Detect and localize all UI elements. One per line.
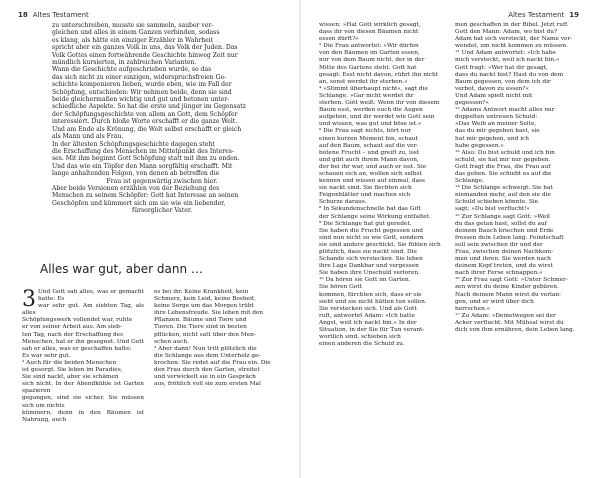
text-line: dich von ihm ernähren, dein Leben lang. (455, 327, 575, 334)
text-line: dass ihr von diesen Bäumen nicht (319, 29, 419, 36)
text-line: sah er alles, was er geschaffen hatte: (22, 345, 132, 352)
text-line: Schurze daraus. (319, 199, 367, 206)
prose-line: zu unterschreiben, musste sie sammeln, sauber ver- (52, 22, 214, 29)
prose-line: als Mann und als Frau. (52, 133, 124, 141)
text-line: schen auch. (154, 338, 189, 345)
text-line: dass du nackt bist? Hast du von dem (455, 71, 564, 78)
right-column-1 (319, 22, 445, 468)
left-columns (22, 289, 276, 469)
text-line: Schlange. (455, 178, 484, 185)
text-line: ³ Aber dann! Nun tritt plötzlich die (154, 345, 257, 352)
text-line: Schmerz, kein Leid, keine Bosheit, (154, 296, 257, 303)
text-line: herrschen.« (455, 305, 491, 312)
text-line: und wissen, was gut und böse ist.« (319, 121, 422, 128)
text-line: ist gesorgt. Sie leben im Paradies, (22, 367, 123, 374)
left-page-number: 18 (18, 11, 28, 19)
right-columns (319, 22, 581, 468)
text-line: Sie haben ihre Unschuld verloren. (319, 270, 420, 277)
text-line: ruft, antwortet Adam: »Ich hatte (319, 312, 415, 319)
left-column-1 (22, 289, 144, 469)
text-line: sagt: »Du bist verflucht!« (455, 206, 531, 213)
prose-line: schichte komponieren lieben, wurde eben, wie im Fall der (52, 81, 232, 89)
section-heading: Alles war gut, aber dann … (40, 262, 203, 276)
left-running-title: Altes Testament (32, 11, 89, 19)
prose-line: In der ältesten Schöpfungsgeschichte dagegen steht (52, 140, 215, 148)
text-line: du das getan hast, sollst du auf (455, 220, 547, 227)
text-line: Und Adam spielt nicht mit (455, 92, 533, 99)
text-line: habe gegessen.« (455, 142, 504, 149)
text-line: ¹⁴ Die Schlange schweigt. Sie hat (455, 185, 553, 192)
text-line: ⁹ Die Schlange hat gut geredet. (319, 220, 412, 227)
text-line: soll sein zwischen dir und der (455, 241, 543, 248)
text-line: ihre Lebensfreude. Sie leben mit den (154, 310, 264, 317)
text-line: Schuld schieben könnte. Sie (455, 199, 539, 206)
text-line: men geschaffen in der Bibel. Jetzt ruft (455, 22, 568, 28)
text-line: den Frau durch den Garten, streitet (154, 367, 260, 374)
text-line: Angst, weil ich nackt bin.« In der (319, 319, 417, 326)
text-line: Sie sind nackt, aber sie schämen (22, 374, 119, 381)
text-line: sie sind andere geschickt. Sie fühlen sich (319, 241, 441, 248)
text-line: men und ihren. Sie werden nach (455, 256, 551, 263)
left-column-2 (154, 289, 276, 469)
text-line: es bei ihr. Keine Krankheit, kein (154, 289, 249, 295)
text-line: kommen, fürchten sich, dass er sie (319, 291, 422, 298)
text-line: »Das Weib an meiner Seite, (455, 121, 537, 128)
text-line: deinem Kopf treten, und du wirst (455, 263, 553, 270)
text-line: kennen und wissen auf einmal, dass (319, 178, 426, 185)
text-line: fressen dein Leben lang. Feindschaft (455, 234, 564, 241)
prose-line: Volk Gottes einen fortwährende Geschichte hinweg Zeit nur (52, 51, 238, 59)
text-line: ⁸ In Sekundenschnelle hat das Gift (319, 206, 421, 213)
text-line: kümmern, denn in den Bäumen ist Nahrung, auch (22, 409, 144, 423)
text-line: wendet, um nicht kommen zu müssen. (455, 43, 568, 50)
text-line: Gott den Mann: Adam, wo bist du? (455, 29, 558, 36)
prose-line: Geschöpfen und kümmert sich um sie wie ein liebender, (52, 199, 226, 207)
right-running-title: Altes Testament (508, 11, 565, 19)
text-line: aus, fröhlich voll sie zum ersten Mal (154, 381, 261, 388)
text-line: sie nackt sind. Sie flechten sich (319, 185, 412, 192)
text-line: verbot, davon zu essen?« (455, 85, 530, 92)
text-line: ¹² Adams Antwort macht alles nur (455, 107, 555, 114)
prose-line: Und am Ende als Krönung, die Welt selbst erschafft er gleich (52, 125, 242, 133)
text-line: niemanden mehr, auf den sie die (455, 192, 551, 199)
text-line: Feigenblätter und machen sich (319, 192, 411, 199)
text-line: aufgehen, und ihr werdet wie Gott sein (319, 114, 435, 121)
text-line: war sehr gut. Am siebten Tag, als alles (22, 303, 144, 317)
text-line: Und Gott sah alles, was er gemacht hatte: Es (38, 289, 144, 303)
text-line: und gibt auch ihrem Mann davon, (319, 156, 419, 163)
prose-line: gleichen und alles in einem Ganzen verbinden, sodass (52, 29, 220, 37)
text-line: einen kurzen Moment hin, schaut (319, 135, 418, 142)
prose-line: lange anhaltenden Folgen, von denen ab betreffen die (52, 170, 220, 178)
right-running-head (508, 11, 579, 19)
text-line: krochen. Sie redet auf die Frau ein. Die (154, 359, 271, 366)
prose-line: spricht aber ein ganzes Volk in uns, das Volk der Juden. Das (52, 44, 238, 52)
text-line: ¹⁰ Da hören sie Gott im Garten. (319, 277, 411, 284)
text-line: plötzlich, dass sie nackt sind. Die (319, 249, 417, 255)
prose-line: der Schöpfungsgeschichte von allem an Gott, dem Schöpfer (52, 110, 238, 118)
text-line: ¹⁶ Zur Frau sagt Gott: »Unter Schmer- (455, 277, 568, 284)
text-line: wissen: »Hat Gott wirklich gesagt, (319, 22, 421, 28)
prose-line: mündlich kursierten, in zahlreichen Varianten. (52, 59, 197, 67)
prose-line: die Erschaffung des Menschen im Mittelpunkt des Interes- (52, 147, 234, 155)
text-line: keine Sorge um das Morgen trübt (154, 303, 254, 310)
text-line: einen anderen die Schuld zu. (319, 341, 405, 348)
left-running-head (18, 11, 89, 19)
text-line: nur von dem Baum nicht, der in der (319, 57, 425, 64)
text-line: Schande sich verstecken. Sie leben (319, 256, 423, 263)
prose-line: Wann die Geschichte aufgeschrieben wurde, so das (52, 66, 212, 74)
text-line: ¹⁷ Zu Adam: »Deinetwegen sei der (455, 312, 556, 319)
text-line: er von seiner Arbeit aus. Am sieb- (22, 324, 122, 331)
text-line: ² Die Frau antwortet: »Wir dürfen (319, 43, 419, 50)
right-page-number: 19 (569, 11, 579, 19)
text-line: sterben. Gott weiß: Wenn ihr von diesem (319, 100, 440, 107)
text-line: Frau, zwischen deinen Nachkom- (455, 249, 554, 255)
text-line: Schöpfungswerk vollendet war, ruhte (22, 317, 133, 324)
prose-line: beide gleichermaßen wichtig und gut und betonen unter- (52, 96, 230, 104)
text-line: Sie haben die Frucht gegessen und (319, 227, 423, 234)
prose-line: Frau ist gegenwärtig zwischen hier. (106, 177, 218, 185)
text-line: nach ihrer Ferse schnappen.« (455, 270, 543, 277)
text-line: das geben. Sie schiebt es auf die (455, 170, 552, 177)
prose-line: Und das wie ein Töpfer den Mann sorgfältig erschafft. Mit (52, 162, 233, 170)
text-line: gesagt: Esst nicht davon, rührt ihn nicht (319, 71, 439, 78)
text-line: ² Auch für die beiden Menschen (22, 359, 117, 366)
text-line: ten Tag, nach der Erschaffung des (22, 331, 124, 338)
prose-line: Schöpfung, entschieden: Wir nehmen beide, denn sie sind (52, 88, 232, 96)
prose-line: fürsorglicher Vater. (131, 207, 193, 215)
text-line: auf den Baum, schaut auf die ver- (319, 142, 419, 149)
prose-line: Aber beide Versionen erzählen von der Beziehung des (52, 184, 220, 192)
text-line: Schlange. »Gar nicht werdet ihr (319, 92, 414, 99)
left-page (0, 0, 299, 478)
text-line: schuld, sie hat mir nur gegeben. (455, 156, 551, 163)
prose-line: ses. Mit ihm beginnt Gott Schöpfung statt mit ihm zu enden. (52, 155, 240, 163)
text-line: Adam hat sich versteckt, der Name ver- (455, 36, 573, 43)
text-line: Pflanzen. Bäume und Tiere und (154, 317, 247, 324)
text-line: mich versteckt, weil ich nackt bin.« (455, 57, 560, 64)
right-page (301, 0, 600, 478)
text-line: Mitte des Gartens steht. Gott hat (319, 64, 417, 71)
text-line: die Schlange aus dem Unterholz ge- (154, 352, 261, 359)
drop-cap: 3 (22, 289, 36, 312)
prose-line: es klang, als hätte ein einziger Erzähler in Wahrheit (52, 36, 214, 44)
text-line: Situation, in der Sie für Tun verant- (319, 327, 425, 334)
text-line: Sie verstecken sich. Und als Gott (319, 305, 417, 312)
text-line: das du mir gegeben hast, sie (455, 128, 540, 135)
text-line: gen, und er wird über dich (455, 298, 534, 305)
text-line: Es war sehr gut. (22, 352, 71, 359)
text-line: sich nicht. In der Abendkühle ist Garten spazieren (22, 381, 144, 395)
text-line: pflücken, nicht satt über den Men- (154, 331, 256, 338)
text-line: Gott fragt: »Wer hat dir gesagt, (455, 64, 548, 71)
text-line: gegessen?« (455, 100, 490, 107)
text-line: ihre Lage Dankbar und vergessen (319, 263, 419, 270)
prose-line: das sich nicht zu einer einzigen, widerspruchsfreien Ge- (52, 73, 227, 81)
text-line: schauen sich an, wollen sich selbst (319, 170, 422, 177)
text-line: ⁴ »Stimmt überhaupt nicht«, sagt die (319, 85, 428, 92)
text-line: und verwickelt sie in ein Gespräch (154, 374, 256, 381)
text-line: von den Bäumen im Garten essen, (319, 50, 420, 57)
text-line: essen dürft?« (319, 36, 359, 43)
text-line: ⁶ Die Frau sagt nichts, hört nur (319, 128, 412, 135)
text-line: Sie hören Gott (319, 284, 362, 291)
text-line: Menschen, hat er ihn gesegnet. Und Gott (22, 338, 144, 345)
text-line: gegangen, sind sie sicher. Sie müssen sich um nichts (22, 395, 144, 409)
text-line: hat mir gegeben, und ich (455, 135, 530, 142)
text-line: sind nun nicht so wie Gott, sondern (319, 234, 424, 241)
text-line: Gott fragt die Frau, die Frau auf (455, 163, 551, 170)
text-line: ¹⁵ Zur Schlange sagt Gott: »Weil (455, 213, 550, 220)
text-line: ¹³ Also: Du bist schuld und ich bin (455, 149, 555, 156)
text-line: deinem Bauch kriechen und Erde (455, 227, 554, 234)
prose-line: interessiert. Durch bloße Worte erschafft er die ganze Welt. (52, 118, 238, 126)
text-line: Tieren. Die Tiere sind in besten (154, 324, 247, 331)
text-line: zen wirst du deine Kinder gebären. (455, 284, 559, 291)
text-line: der Schlange seine Wirkung entfaltet. (319, 213, 431, 220)
prose-line: Menschen zu seinem Schöpfer: Gott hat Interesse an seinen (52, 192, 239, 200)
intro-prose (52, 22, 272, 215)
text-line: Acker verflucht. Mit Mühsal wirst du (455, 319, 564, 326)
text-line: Baum gegessen, von dem ich dir (455, 78, 551, 85)
text-line: ¹¹ Und Adam antwortet: »Ich habe (455, 50, 556, 57)
text-line: an, sonst werdet ihr sterben.« (319, 78, 408, 85)
right-column-2 (455, 22, 581, 468)
text-line: botene Frucht – und greift zu, isst (319, 149, 420, 156)
text-line: Baum esst, werden euch die Augen (319, 107, 423, 114)
text-line: doppelten untreuen Schuld: (455, 114, 538, 121)
text-line: sieht und sie nicht hätten tun sollen. (319, 298, 427, 305)
text-line: wortlich sind, schieben sich (319, 334, 401, 341)
text-line: Nach deinem Mann wirst du verlan- (455, 291, 562, 298)
text-line: der bei ihr war, und auch er isst. Sie (319, 163, 427, 170)
prose-line: schiedliche Aspekte. So hat die erste und jünger im Gegensatz (52, 103, 246, 111)
